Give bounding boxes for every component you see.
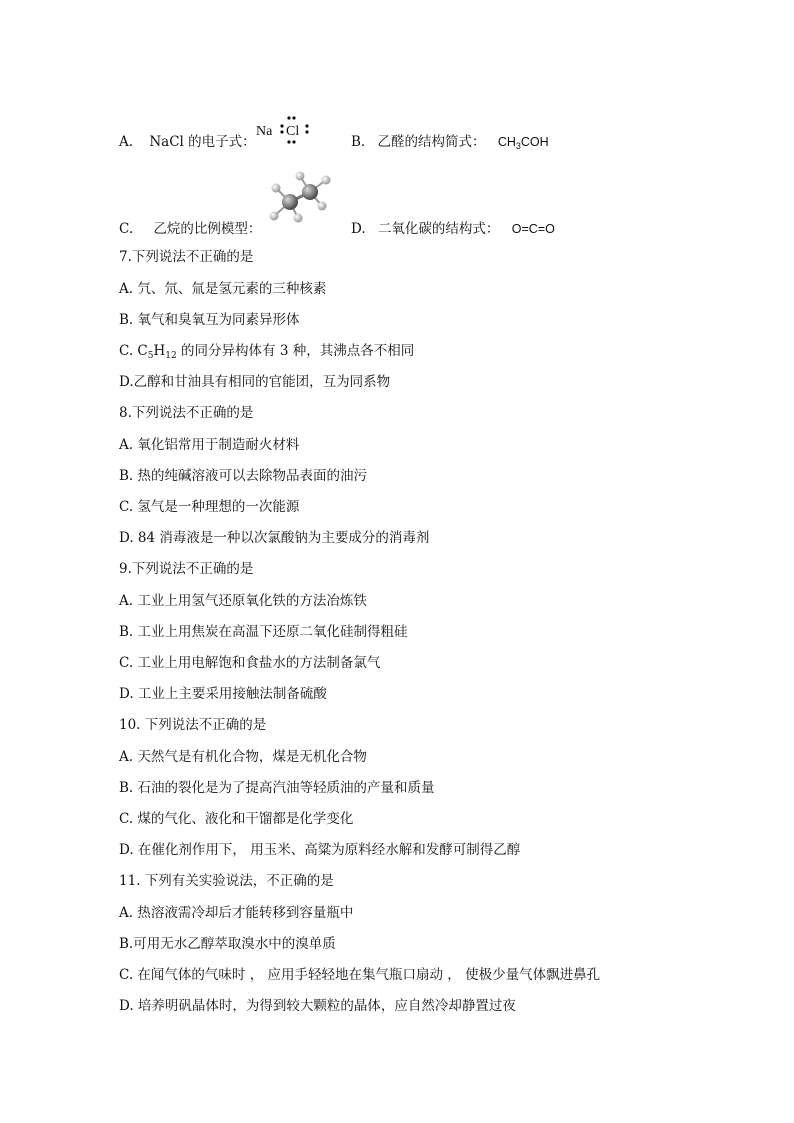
formula: O=C=O xyxy=(511,222,555,236)
q8-stem: 8.下列说法不正确的是 xyxy=(119,405,254,421)
q7-stem: 7.下列说法不正确的是 xyxy=(119,249,254,265)
q8-option-d: D. 84 消毒液是一种以次氯酸钠为主要成分的消毒剂 xyxy=(119,530,430,546)
nacl-lewis-structure xyxy=(256,116,316,146)
option-c-ethane xyxy=(119,220,261,238)
q9-option-a: A. 工业上用氢气还原氧化铁的方法冶炼铁 xyxy=(119,593,367,609)
q7-option-a: A. 氕、氘、氚是氢元素的三种核素 xyxy=(119,281,327,297)
option-label: A. xyxy=(119,134,134,150)
ethane-space-filling-model xyxy=(268,170,332,226)
q10-option-c: C. 煤的气化、液化和干馏都是化学变化 xyxy=(119,811,354,827)
lewis-cl: Cl xyxy=(286,124,300,139)
q9-option-b: B. 工业上用焦炭在高温下还原二氧化硅制得粗硅 xyxy=(119,624,408,640)
q9-option-c: C. 工业上用电解饱和食盐水的方法制备氯气 xyxy=(119,655,381,671)
q10-option-d: D. 在催化剂作用下， 用玉米、高粱为原料经水解和发酵可制得乙醇 xyxy=(119,842,521,858)
q11-stem: 11. 下列有关实验说法，不正确的是 xyxy=(119,873,334,889)
q10-option-b: B. 石油的裂化是为了提高汽油等轻质油的产量和质量 xyxy=(119,780,435,796)
q8-option-a: A. 氧化铝常用于制造耐火材料 xyxy=(119,437,300,453)
option-label: C. xyxy=(119,221,134,237)
option-text: NaCl 的电子式： xyxy=(149,134,256,150)
q11-option-c: C. 在闻气体的气味时 ， 应用手轻轻地在集气瓶口扇动 ， 使极少量气体飘进鼻孔 xyxy=(119,967,601,983)
option-a-nacl xyxy=(119,133,256,151)
q11-option-a: A. 热溶液需冷却后才能转移到容量瓶中 xyxy=(119,905,354,921)
q11-option-b: B.可用无水乙醇萃取溴水中的溴单质 xyxy=(119,936,336,952)
q8-option-c: C. 氢气是一种理想的一次能源 xyxy=(119,499,300,515)
q7-option-c: C. $C_5H_{12}$ 的同分异构体有 3 种，其沸点各不相同 xyxy=(119,343,415,361)
q10-stem: 10. 下列说法不正确的是 xyxy=(119,717,267,733)
option-b-acetaldehyde xyxy=(351,133,549,155)
formula: $CH_3COH$ xyxy=(497,135,549,151)
option-text: 乙醛的结构简式： xyxy=(377,134,486,150)
option-text: 二氧化碳的结构式： xyxy=(377,221,500,237)
q8-option-b: B. 热的纯碱溶液可以去除物品表面的油污 xyxy=(119,468,368,484)
lewis-na: Na xyxy=(256,124,273,139)
option-label: B. xyxy=(351,134,366,150)
q9-stem: 9.下列说法不正确的是 xyxy=(119,561,254,577)
option-text: 乙烷的比例模型： xyxy=(153,221,262,237)
q11-option-d: D. 培养明矾晶体时，为得到较大颗粒的晶体，应自然冷却静置过夜 xyxy=(119,998,516,1014)
option-d-co2 xyxy=(351,220,555,238)
q7-option-b: B. 氧气和臭氧互为同素异形体 xyxy=(119,312,300,328)
q7-option-d: D.乙醇和甘油具有相同的官能团，互为同系物 xyxy=(119,374,391,390)
option-label: D. xyxy=(351,221,366,237)
q10-option-a: A. 天然气是有机化合物，煤是无机化合物 xyxy=(119,749,367,765)
q9-option-d: D. 工业上主要采用接触法制备硫酸 xyxy=(119,686,327,702)
